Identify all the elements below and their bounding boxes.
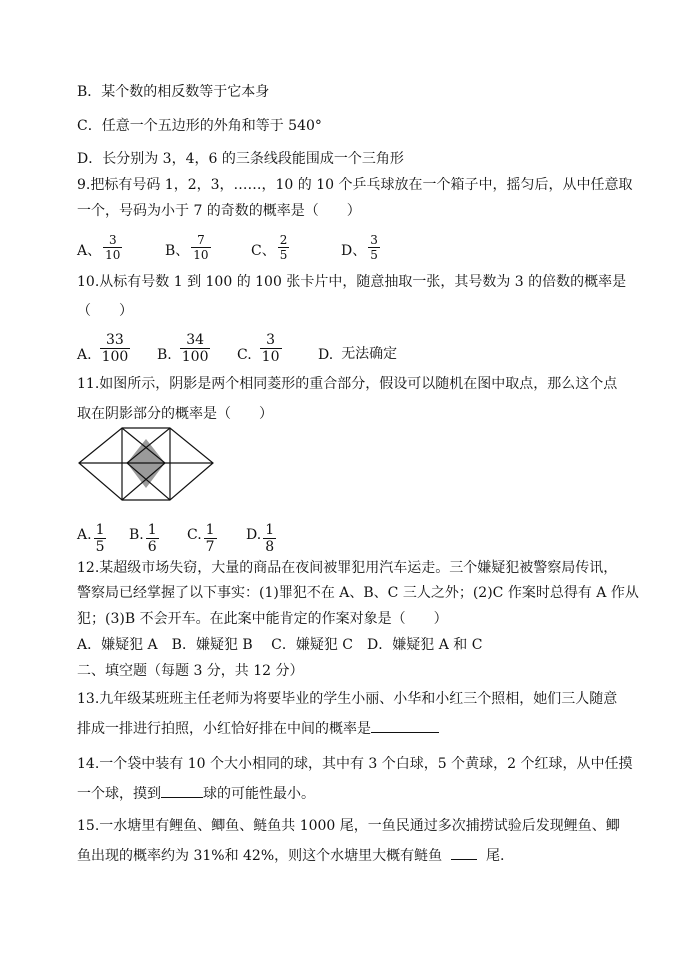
answer-blank[interactable] bbox=[161, 785, 203, 798]
q13-text: 排成一排进行拍照，小红恰好排在中间的概率是 bbox=[77, 721, 371, 737]
option-label: D、 bbox=[341, 243, 367, 259]
option-label: D. bbox=[246, 527, 262, 543]
q15-text-2 bbox=[77, 847, 504, 865]
numerator: 1 bbox=[265, 522, 275, 538]
q12-text-3: 犯；(3)B 不会开车。在此案中能肯定的作案对象是（ ） bbox=[77, 611, 448, 627]
q9-text-2: 一个，号码为小于 7 的奇数的概率是（ ） bbox=[77, 203, 361, 219]
q13-text-1: 13.九年级某班班主任老师为将要毕业的学生小丽、小华和小红三个照相，她们三人随意 bbox=[77, 691, 618, 707]
q11-option-d[interactable] bbox=[246, 515, 276, 555]
answer-blank[interactable] bbox=[371, 720, 439, 733]
q11-option-a[interactable] bbox=[77, 515, 106, 555]
denominator: 8 bbox=[265, 539, 275, 555]
denominator: 6 bbox=[147, 539, 157, 555]
option-label: C. bbox=[187, 527, 202, 543]
denominator: 100 bbox=[101, 349, 129, 365]
option-label: B、 bbox=[165, 243, 190, 259]
option-d-line: D．长分别为 3，4，6 的三条线段能围成一个三角形 bbox=[77, 151, 404, 167]
q9-text-1: 9.把标有号码 1，2，3，……，10 的 10 个乒乓球放在一个箱子中，摇匀后，从中任意取 bbox=[77, 177, 633, 193]
numerator: 3 bbox=[266, 332, 276, 348]
q10-text-2: （ ） bbox=[77, 303, 133, 319]
q10-option-c[interactable] bbox=[237, 325, 282, 365]
rhombus-figure bbox=[77, 426, 217, 504]
denominator: 5 bbox=[95, 539, 105, 555]
q12-text-2: 警察局已经掌握了以下事实：(1)罪犯不在 A、B、C 三人之外；(2)C 作案时总得有 A 作从 bbox=[77, 585, 639, 601]
q10-option-a[interactable] bbox=[77, 325, 130, 365]
answer-blank[interactable] bbox=[451, 847, 477, 860]
numerator: 1 bbox=[95, 522, 105, 538]
option-label: C. bbox=[237, 347, 252, 363]
option-label: A. bbox=[77, 527, 92, 543]
numerator: 1 bbox=[147, 522, 157, 538]
section-heading: 二、填空题（每题 3 分，共 12 分） bbox=[77, 663, 304, 679]
q11-text-2: 取在阴影部分的概率是（ ） bbox=[77, 406, 273, 422]
q9-options bbox=[77, 222, 407, 262]
q10-option-b[interactable] bbox=[157, 325, 210, 365]
q12-options[interactable]: A．嫌疑犯 A B．嫌疑犯 B C．嫌疑犯 C D．嫌疑犯 A 和 C bbox=[77, 637, 483, 653]
q11-options bbox=[77, 515, 297, 555]
q12-text-1: 12.某超级市场失窃，大量的商品在夜间被罪犯用汽车运走。三个嫌疑犯被警察局传讯， bbox=[77, 560, 618, 576]
denominator: 100 bbox=[181, 349, 209, 365]
q10-text-1: 10.从标有号数 1 到 100 的 100 张卡片中，随意抽取一张，其号数为 3 的倍数的概率是 bbox=[77, 274, 627, 290]
denominator: 5 bbox=[370, 248, 378, 262]
option-b-line: B．某个数的相反数等于它本身 bbox=[77, 84, 270, 100]
option-text: 无法确定 bbox=[341, 346, 398, 362]
denominator: 10 bbox=[261, 349, 280, 365]
numerator: 33 bbox=[106, 332, 124, 348]
fraction bbox=[100, 332, 131, 365]
option-label: C、 bbox=[251, 243, 276, 259]
denominator: 10 bbox=[105, 248, 121, 262]
q14-text-2 bbox=[77, 785, 315, 803]
fraction bbox=[368, 233, 380, 262]
numerator: 34 bbox=[186, 332, 205, 348]
q15-text-1: 15.一水塘里有鲤鱼、鲫鱼、鲢鱼共 1000 尾，一鱼民通过多次捕捞试验后发现鲤鱼、鲫 bbox=[77, 818, 620, 834]
q9-option-a[interactable] bbox=[77, 222, 122, 262]
option-label: A. bbox=[77, 347, 92, 363]
numerator: 7 bbox=[197, 233, 205, 247]
fraction bbox=[278, 233, 290, 262]
q11-text-1: 11.如图所示，阴影是两个相同菱形的重合部分，假设可以随机在图中取点，那么这个点 bbox=[77, 376, 618, 392]
q14-text-1: 14.一个袋中装有 10 个大小相同的球，其中有 3 个白球，5 个黄球，2 个红球，从中任摸 bbox=[77, 756, 633, 772]
fraction bbox=[103, 233, 122, 262]
q15-text-pre: 鱼出现的概率约为 31%和 42%，则这个水塘里大概有鲢鱼 bbox=[77, 848, 443, 864]
option-label: D. bbox=[318, 347, 334, 363]
fraction bbox=[260, 332, 282, 365]
option-label: B. bbox=[129, 527, 144, 543]
numerator: 3 bbox=[108, 233, 117, 247]
q14-text-pre: 一个球，摸到 bbox=[77, 786, 161, 802]
option-c-line: C．任意一个五边形的外角和等于 540° bbox=[77, 118, 322, 134]
q14-text-post: 球的可能性最小。 bbox=[203, 786, 315, 802]
fraction bbox=[94, 522, 107, 555]
numerator: 1 bbox=[205, 522, 215, 538]
denominator: 7 bbox=[205, 539, 215, 555]
q9-option-b[interactable] bbox=[165, 222, 211, 262]
fraction bbox=[204, 522, 217, 555]
q15-text-post: 尾. bbox=[485, 848, 505, 864]
fraction bbox=[146, 522, 159, 555]
q9-option-c[interactable] bbox=[251, 222, 289, 262]
fraction bbox=[263, 522, 276, 555]
q10-option-d[interactable] bbox=[318, 325, 397, 365]
q11-option-b[interactable] bbox=[129, 515, 159, 555]
denominator: 5 bbox=[279, 248, 288, 262]
q10-options bbox=[77, 325, 417, 365]
option-label: B. bbox=[157, 347, 172, 363]
option-label: A、 bbox=[77, 243, 102, 259]
numerator: 3 bbox=[370, 233, 378, 247]
fraction bbox=[180, 332, 211, 365]
numerator: 2 bbox=[279, 233, 288, 247]
q9-option-d[interactable] bbox=[341, 222, 380, 262]
q11-option-c[interactable] bbox=[187, 515, 217, 555]
q13-text-2 bbox=[77, 720, 439, 738]
fraction bbox=[191, 233, 210, 262]
denominator: 10 bbox=[193, 248, 209, 262]
